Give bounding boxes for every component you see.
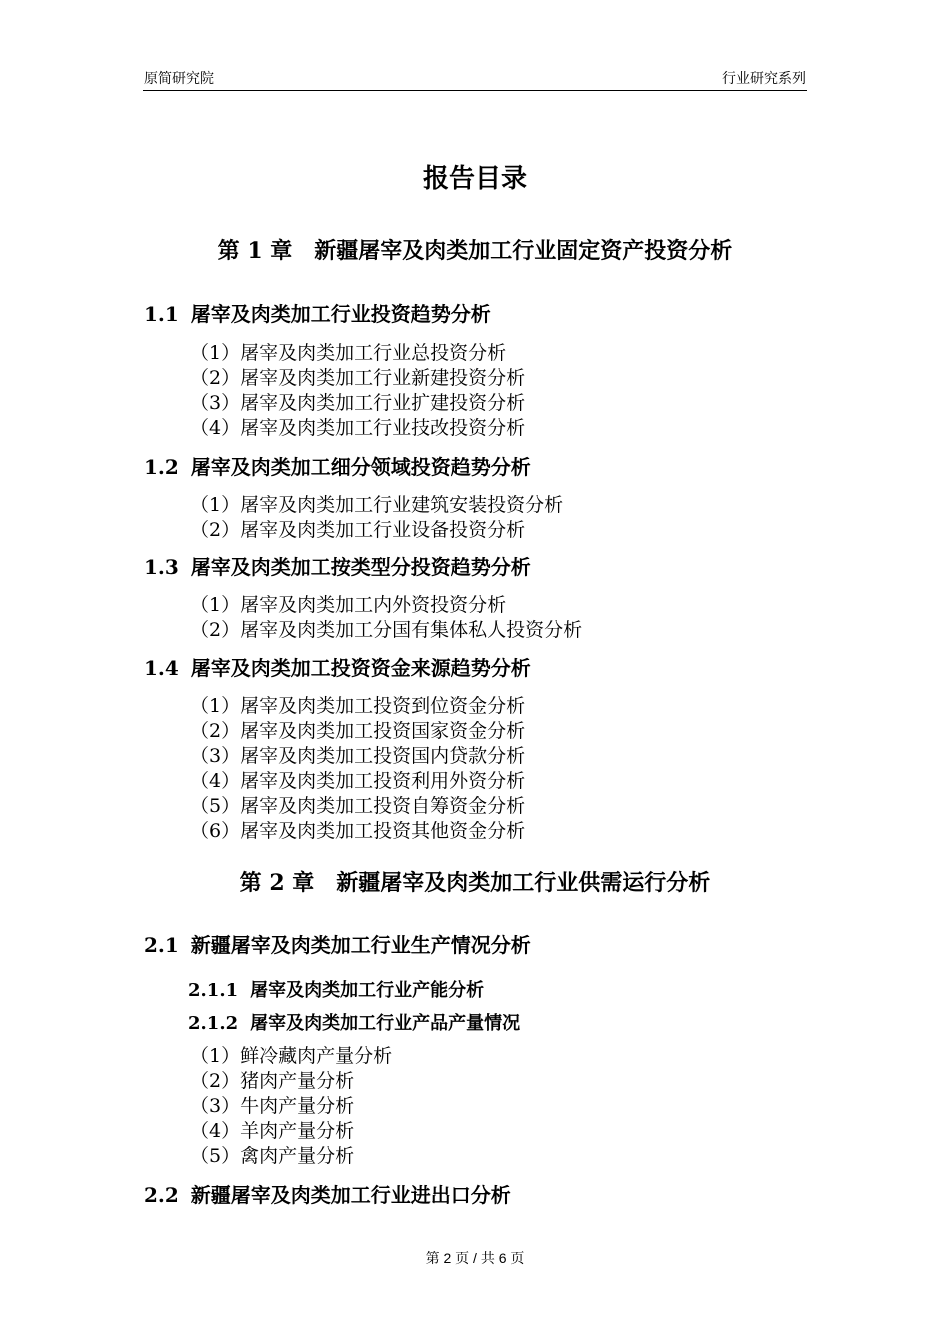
toc-item: （5）屠宰及肉类加工投资自筹资金分析 (190, 795, 526, 817)
section-number: 1.1 (144, 302, 179, 326)
subsection-2-1-2 (188, 1009, 520, 1035)
chapter-2-heading: 第 2 章 新疆屠宰及肉类加工行业供需运行分析 (239, 870, 711, 896)
toc-item: （6）屠宰及肉类加工投资其他资金分析 (190, 820, 526, 842)
header-divider (143, 90, 807, 91)
toc-title: 报告目录 (422, 164, 527, 194)
toc-item: （3）屠宰及肉类加工投资国内贷款分析 (190, 745, 526, 767)
toc-item: （1）屠宰及肉类加工投资到位资金分析 (190, 695, 526, 717)
toc-item: （2）屠宰及肉类加工分国有集体私人投资分析 (190, 619, 583, 641)
toc-item: （1）鲜冷藏肉产量分析 (190, 1045, 393, 1067)
toc-item: （2）猪肉产量分析 (190, 1070, 355, 1092)
section-1-1 (144, 298, 491, 327)
toc-item: （2）屠宰及肉类加工行业设备投资分析 (190, 519, 526, 541)
toc-item: （4）屠宰及肉类加工行业技改投资分析 (190, 417, 526, 439)
header-org-name: 原简研究院 (144, 70, 214, 86)
section-title: 新疆屠宰及肉类加工行业生产情况分析 (190, 933, 531, 957)
section-1-4 (144, 652, 531, 681)
toc-item: （1）屠宰及肉类加工行业建筑安装投资分析 (190, 494, 564, 516)
section-1-2 (144, 451, 531, 480)
toc-item: （4）羊肉产量分析 (190, 1120, 355, 1142)
subsection-number: 2.1.1 (188, 980, 239, 1001)
section-title: 屠宰及肉类加工细分领域投资趋势分析 (190, 455, 531, 479)
toc-item: （4）屠宰及肉类加工投资利用外资分析 (190, 770, 526, 792)
section-number: 2.1 (144, 933, 179, 957)
toc-item: （2）屠宰及肉类加工投资国家资金分析 (190, 720, 526, 742)
section-number: 1.2 (144, 455, 179, 479)
subsection-title: 屠宰及肉类加工行业产品产量情况 (250, 1013, 521, 1034)
toc-item: （2）屠宰及肉类加工行业新建投资分析 (190, 367, 526, 389)
section-2-1 (144, 929, 531, 958)
page-number: 第 2 页 / 共 6 页 (425, 1250, 525, 1266)
section-number: 1.3 (144, 555, 179, 579)
section-title: 新疆屠宰及肉类加工行业进出口分析 (190, 1183, 511, 1207)
section-number: 1.4 (144, 656, 179, 680)
toc-item: （3）牛肉产量分析 (190, 1095, 355, 1117)
header-series-name: 行业研究系列 (722, 70, 806, 86)
toc-item: （1）屠宰及肉类加工内外资投资分析 (190, 594, 507, 616)
section-title: 屠宰及肉类加工按类型分投资趋势分析 (190, 555, 531, 579)
section-2-2 (144, 1179, 511, 1208)
toc-item: （3）屠宰及肉类加工行业扩建投资分析 (190, 392, 526, 414)
section-title: 屠宰及肉类加工投资资金来源趋势分析 (190, 656, 531, 680)
section-number: 2.2 (144, 1183, 179, 1207)
subsection-2-1-1 (188, 976, 484, 1002)
toc-item: （1）屠宰及肉类加工行业总投资分析 (190, 342, 507, 364)
toc-item: （5）禽肉产量分析 (190, 1145, 355, 1167)
subsection-title: 屠宰及肉类加工行业产能分析 (250, 980, 485, 1001)
section-1-3 (144, 551, 531, 580)
section-title: 屠宰及肉类加工行业投资趋势分析 (190, 302, 491, 326)
chapter-1-heading: 第 1 章 新疆屠宰及肉类加工行业固定资产投资分析 (217, 238, 733, 264)
subsection-number: 2.1.2 (188, 1013, 239, 1034)
